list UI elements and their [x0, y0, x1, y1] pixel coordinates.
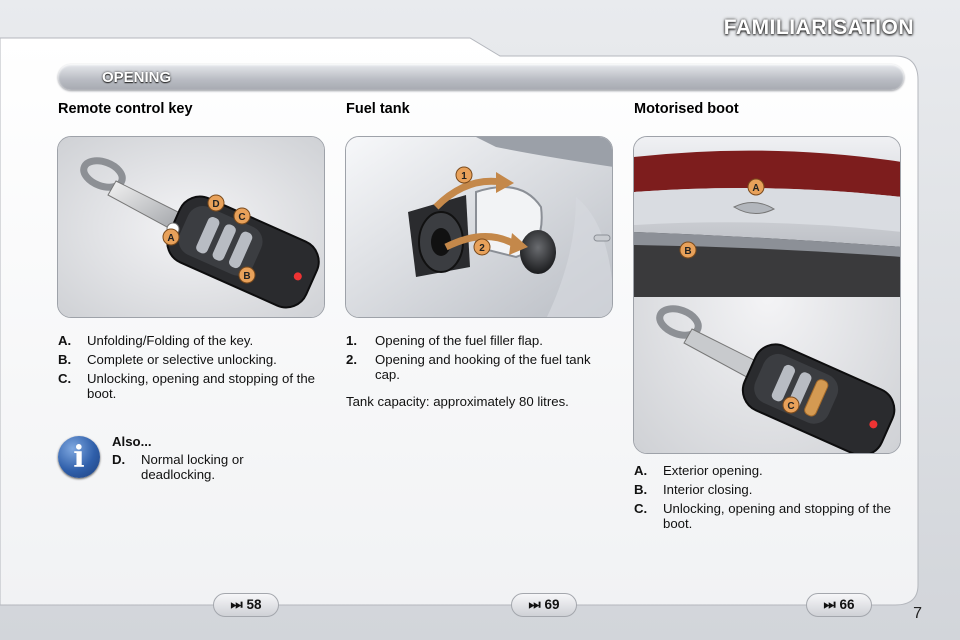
double-arrow-icon: ⏭ — [230, 597, 243, 612]
list-item-text: Unlocking, opening and stopping of the boot. — [663, 501, 892, 531]
svg-text:A: A — [752, 183, 760, 194]
list-item — [346, 333, 606, 348]
list-item-text: Opening of the fuel filler flap. — [375, 333, 543, 348]
page-ref-66-link[interactable] — [806, 593, 872, 617]
section-label: OPENING — [102, 69, 172, 86]
list-item-key: C. — [58, 371, 72, 386]
section-bar — [58, 64, 904, 90]
key-label-c — [234, 208, 250, 224]
svg-text:C: C — [238, 212, 246, 223]
also-list — [112, 452, 292, 486]
remote-key-image — [57, 136, 325, 318]
list-item-key: C. — [634, 501, 648, 516]
list-item-text: Interior closing. — [663, 482, 753, 497]
list-item-text: Opening and hooking of the fuel tank cap. — [375, 352, 591, 382]
list-item-key: B. — [58, 352, 72, 367]
list-item — [634, 482, 894, 497]
boot-label-c — [783, 397, 799, 413]
svg-text:D: D — [212, 199, 220, 210]
list-item — [634, 501, 894, 531]
list-item-key: 2. — [346, 352, 357, 367]
key-label-b — [239, 267, 255, 283]
list-item — [58, 352, 318, 367]
fuel-tank-image — [345, 136, 613, 318]
list-item — [58, 371, 318, 401]
also-title: Also... — [112, 434, 152, 449]
list-item — [346, 352, 606, 382]
double-arrow-icon: ⏭ — [823, 597, 836, 612]
list-item — [112, 452, 292, 482]
page-title: FAMILIARISATION — [723, 16, 914, 39]
list-item-text: Normal locking or deadlocking. — [141, 452, 244, 482]
page-ref-69-link[interactable] — [511, 593, 577, 617]
remote-key-list — [58, 333, 318, 405]
page-ref-number: 69 — [544, 597, 560, 612]
list-item-key: B. — [634, 482, 648, 497]
svg-text:B: B — [243, 271, 251, 282]
list-item-key: A. — [58, 333, 72, 348]
list-item — [58, 333, 318, 348]
motorised-boot-image — [633, 136, 901, 454]
list-item-key: D. — [112, 452, 126, 467]
info-icon: i — [58, 436, 100, 478]
fuel-tank-list — [346, 333, 606, 386]
list-item-key: A. — [634, 463, 648, 478]
list-item-text: Exterior opening. — [663, 463, 763, 478]
svg-text:C: C — [787, 401, 795, 412]
list-item-text: Complete or selective unlocking. — [87, 352, 277, 367]
motorised-boot-title: Motorised boot — [634, 101, 739, 117]
page-ref-number: 58 — [246, 597, 262, 612]
svg-text:1: 1 — [461, 171, 467, 182]
list-item — [634, 463, 894, 478]
page-ref-number: 66 — [839, 597, 855, 612]
svg-text:A: A — [167, 233, 175, 244]
list-item-text: Unfolding/Folding of the key. — [87, 333, 254, 348]
svg-text:2: 2 — [479, 243, 485, 254]
page-ref-58-link[interactable] — [213, 593, 279, 617]
fuel-label-2 — [474, 239, 490, 255]
svg-text:B: B — [684, 246, 692, 257]
tank-capacity-text: Tank capacity: approximately 80 litres. — [346, 394, 569, 409]
key-label-a — [163, 229, 179, 245]
fuel-label-1 — [456, 167, 472, 183]
motorised-boot-list — [634, 463, 894, 535]
fuel-tank-title: Fuel tank — [346, 101, 410, 117]
double-arrow-icon: ⏭ — [528, 597, 541, 612]
list-item-key: 1. — [346, 333, 357, 348]
boot-label-b — [680, 242, 696, 258]
key-label-d — [208, 195, 224, 211]
boot-label-a — [748, 179, 764, 195]
page-number: 7 — [913, 605, 922, 622]
list-item-text: Unlocking, opening and stopping of the boot. — [87, 371, 316, 401]
remote-key-title: Remote control key — [58, 101, 193, 117]
